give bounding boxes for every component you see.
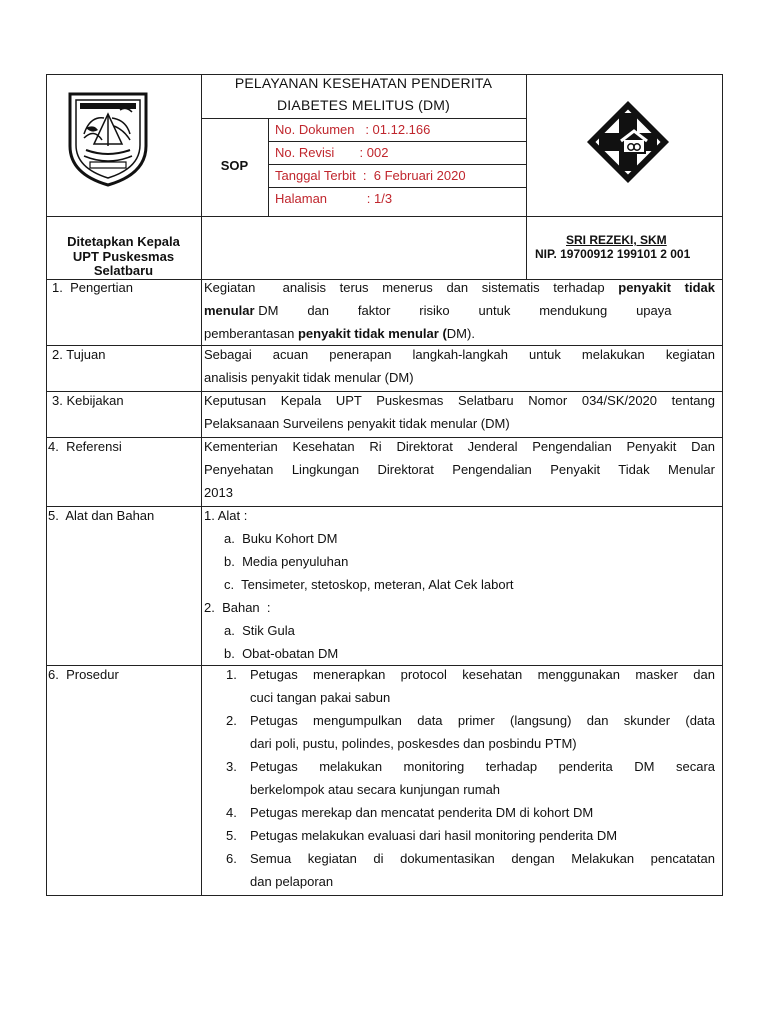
prosedur-text: Petugas mengumpulkan data primer (langsung) dan skunder (data xyxy=(250,713,715,728)
ditetapkan-line2: UPT Puskesmas xyxy=(72,249,175,264)
bahan-item-a: a. Stik Gula xyxy=(224,623,295,638)
tanggal-terbit: Tanggal Terbit : 6 Februari 2020 xyxy=(275,168,466,183)
prosedur-num: 1. xyxy=(226,667,237,682)
tujuan-line-2: analisis penyakit tidak menular (DM) xyxy=(204,370,414,385)
pengertian-line2-a: menular xyxy=(204,303,255,318)
tujuan-line-1: Sebagai acuan penerapan langkah-langkah untuk melakukan kegiatan xyxy=(204,347,715,362)
pengertian-line3-a: pemberantasan xyxy=(204,326,298,341)
divider-sop xyxy=(268,118,269,216)
halaman: Halaman : 1/3 xyxy=(275,191,393,206)
label-referensi: 4. Referensi xyxy=(48,439,122,454)
prosedur-num: 4. xyxy=(226,805,237,820)
prosedur-text: Semua kegiatan di dokumentasikan dengan Melakukan pencatatan xyxy=(250,851,715,866)
pengertian-line-3 xyxy=(204,322,715,345)
label-alat-bahan: 5. Alat dan Bahan xyxy=(48,508,155,523)
pengertian-line3-b: penyakit tidak menular ( xyxy=(297,326,447,341)
regency-emblem-icon xyxy=(64,88,152,188)
prosedur-text-cont: cuci tangan pakai sabun xyxy=(250,690,391,705)
tujuan-text xyxy=(204,343,715,389)
prosedur-text-cont: dan pelaporan xyxy=(250,874,334,889)
ditetapkan-line1: Ditetapkan Kepala xyxy=(67,234,180,249)
prosedur-text: Petugas merekap dan mencatat penderita DM di kohort DM xyxy=(250,805,594,820)
sop-label: SOP xyxy=(220,158,249,173)
prosedur-item-4 xyxy=(204,801,715,824)
alat-bahan-text xyxy=(204,504,715,665)
border-left xyxy=(46,74,47,896)
pengertian-line2-b: DM dan faktor risiko untuk mendukung upaya xyxy=(258,303,672,318)
pengertian-line-1 xyxy=(204,276,715,299)
divider-label-col xyxy=(201,279,202,896)
pengertian-line1-b: penyakit tidak xyxy=(618,280,715,295)
kebijakan-text xyxy=(204,389,715,435)
prosedur-num: 5. xyxy=(226,828,237,843)
prosedur-item-6 xyxy=(204,847,715,893)
divider-meta-1 xyxy=(268,141,526,142)
label-kebijakan: 3. Kebijakan xyxy=(52,393,124,408)
prosedur-item-1 xyxy=(204,663,715,709)
ditetapkan-line3: Selatbaru xyxy=(93,263,154,278)
divider-logo-right xyxy=(526,74,527,279)
puskesmas-logo-icon xyxy=(583,97,673,187)
prosedur-item-2 xyxy=(204,709,715,755)
document-title-line2: DIABETES MELITUS (DM) xyxy=(277,97,450,113)
prosedur-text: Petugas melakukan monitoring terhadap penderita DM secara xyxy=(250,759,715,774)
no-dokumen: No. Dokumen : 01.12.166 xyxy=(275,122,431,137)
border-right xyxy=(722,74,723,896)
prosedur-list xyxy=(204,663,715,893)
prosedur-num: 6. xyxy=(226,851,237,866)
pengertian-line-2 xyxy=(204,299,715,322)
alat-item-c: c. Tensimeter, stetoskop, meteran, Alat Cek labort xyxy=(224,577,514,592)
border-bottom xyxy=(46,895,723,896)
no-revisi: No. Revisi : 002 xyxy=(275,145,389,160)
bahan-heading: 2. Bahan : xyxy=(204,600,271,615)
alat-item-b: b. Media penyuluhan xyxy=(224,554,349,569)
referensi-line-3: 2013 xyxy=(204,485,233,500)
divider-header-bottom xyxy=(46,216,723,217)
label-prosedur: 6. Prosedur xyxy=(48,667,119,682)
kebijakan-line-2: Pelaksanaan Surveilens penyakit tidak menular (DM) xyxy=(204,416,510,431)
pengertian-line3-c: DM). xyxy=(446,326,475,341)
pengertian-text xyxy=(204,276,715,345)
referensi-line-1: Kementerian Kesehatan Ri Direktorat Jenderal Pengendalian Penyakit Dan xyxy=(204,439,715,454)
referensi-text xyxy=(204,435,715,504)
alat-heading: 1. Alat : xyxy=(204,508,248,523)
document-title-line1: PELAYANAN KESEHATAN PENDERITA xyxy=(234,75,493,91)
prosedur-item-5 xyxy=(204,824,715,847)
prosedur-text-cont: dari poli, pustu, polindes, poskesdes dan posbindu PTM) xyxy=(250,736,577,751)
pengertian-line1-a: Kegiatan analisis terus menerus dan sistematis terhadap xyxy=(204,280,619,295)
prosedur-text: Petugas menerapkan protocol kesehatan menggunakan masker dan xyxy=(250,667,715,682)
label-tujuan: 2. Tujuan xyxy=(52,347,106,362)
signer-nip: NIP. 19700912 199101 2 001 xyxy=(535,247,691,261)
signer-name: SRI REZEKI, SKM xyxy=(566,233,667,247)
divider-meta-2 xyxy=(268,164,526,165)
kebijakan-line-1: Keputusan Kepala UPT Puskesmas Selatbaru Nomor 034/SK/2020 tentang xyxy=(204,393,715,408)
prosedur-num: 3. xyxy=(226,759,237,774)
prosedur-text: Petugas melakukan evaluasi dari hasil monitoring penderita DM xyxy=(250,828,618,843)
label-pengertian: 1. Pengertian xyxy=(52,280,133,295)
referensi-line-2: Penyehatan Lingkungan Direktorat Pengendalian Penyakit Tidak Menular xyxy=(204,462,715,477)
divider-meta-3 xyxy=(268,187,526,188)
alat-item-a: a. Buku Kohort DM xyxy=(224,531,338,546)
divider-title xyxy=(201,118,526,119)
bahan-item-b: b. Obat-obatan DM xyxy=(224,646,339,661)
prosedur-num: 2. xyxy=(226,713,237,728)
prosedur-item-3 xyxy=(204,755,715,801)
prosedur-text-cont: berkelompok atau secara kunjungan rumah xyxy=(250,782,501,797)
